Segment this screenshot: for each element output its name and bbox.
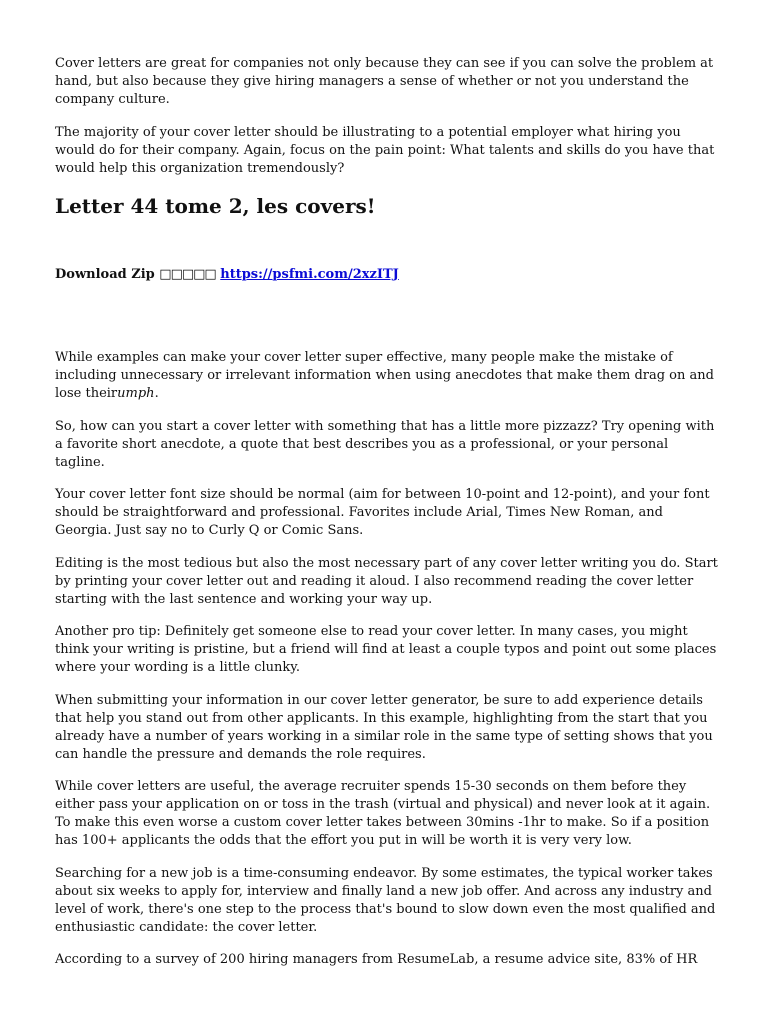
anecdotes-italic-word: umph bbox=[117, 386, 155, 401]
anecdotes-text: While examples can make your cover letter super effective, many people make the mistake of including unnecessary or irrelevant information when using anecdotes that make them drag on and lose their bbox=[55, 350, 714, 401]
body-paragraph-pizzazz: So, how can you start a cover letter with something that has a little more pizzazz? Try opening with a favorite short anecdote, a quote that best describes you as a professional, or your personal tagline. bbox=[55, 418, 715, 470]
document-page bbox=[55, 55, 719, 969]
intro-paragraph-1: Cover letters are great for companies not only because they can see if you can solve the problem at hand, but also because they give hiring managers a sense of whether or not you understand the company culture. bbox=[55, 56, 714, 107]
download-glyphs: □□□□□ bbox=[159, 267, 216, 282]
body-paragraph-generator: When submitting your information in our cover letter generator, be sure to add experience details that help you stand out from other applicants. In this example, highlighting from the start that you already have a number of years working in a similar role in the same type of setting shows that you can handle the pressure and demands the role requires. bbox=[55, 692, 713, 762]
body-paragraph-editing: Editing is the most tedious but also the most necessary part of any cover letter writing you do. Start by printing your cover letter out and reading it aloud. I also recommend reading the cover letter starting with the last sentence and working your way up. bbox=[55, 555, 718, 607]
anecdotes-period: . bbox=[154, 386, 159, 401]
body-paragraph-survey: According to a survey of 200 hiring managers from ResumeLab, a resume advice site, 83% of HR bbox=[55, 952, 698, 967]
download-line bbox=[55, 266, 719, 284]
body-paragraph-font-size: Your cover letter font size should be normal (aim for between 10-point and 12-point), and your font should be straightforward and professional. Favorites include Arial, Times New Roman, and Georgia. Just say no to Curly Q or Comic Sans. bbox=[55, 487, 710, 538]
body-paragraph-job-search: Searching for a new job is a time-consuming endeavor. By some estimates, the typical worker takes about six weeks to apply for, interview and finally land a new job offer. And across any industry and level of work, there's one step to the process that's bound to slow down even the most qualified and enthusiastic candidate: the cover letter. bbox=[55, 865, 716, 935]
body-paragraph-anecdotes bbox=[55, 349, 719, 403]
body-paragraph-pro-tip: Another pro tip: Definitely get someone else to read your cover letter. In many cases, you might think your writing is pristine, but a friend will find at least a couple typos and point out some places where your wording is a little clunky. bbox=[55, 624, 717, 675]
page-heading: Letter 44 tome 2, les covers! bbox=[55, 194, 376, 218]
download-label: Download Zip bbox=[55, 267, 155, 282]
download-link[interactable]: https://psfmi.com/2xzITJ bbox=[220, 267, 399, 282]
body-paragraph-recruiter: While cover letters are useful, the average recruiter spends 15-30 seconds on them before they either pass your application on or toss in the trash (virtual and physical) and never look at it again. To make this even worse a custom cover letter takes between 30mins -1hr to make. So if a position has 100+ applicants the odds that the effort you put in will be worth it is very very low. bbox=[55, 779, 711, 848]
intro-paragraph-2: The majority of your cover letter should be illustrating to a potential employer what hiring you would do for their company. Again, focus on the pain point: What talents and skills do you have that would help this organization tremendously? bbox=[55, 124, 715, 176]
